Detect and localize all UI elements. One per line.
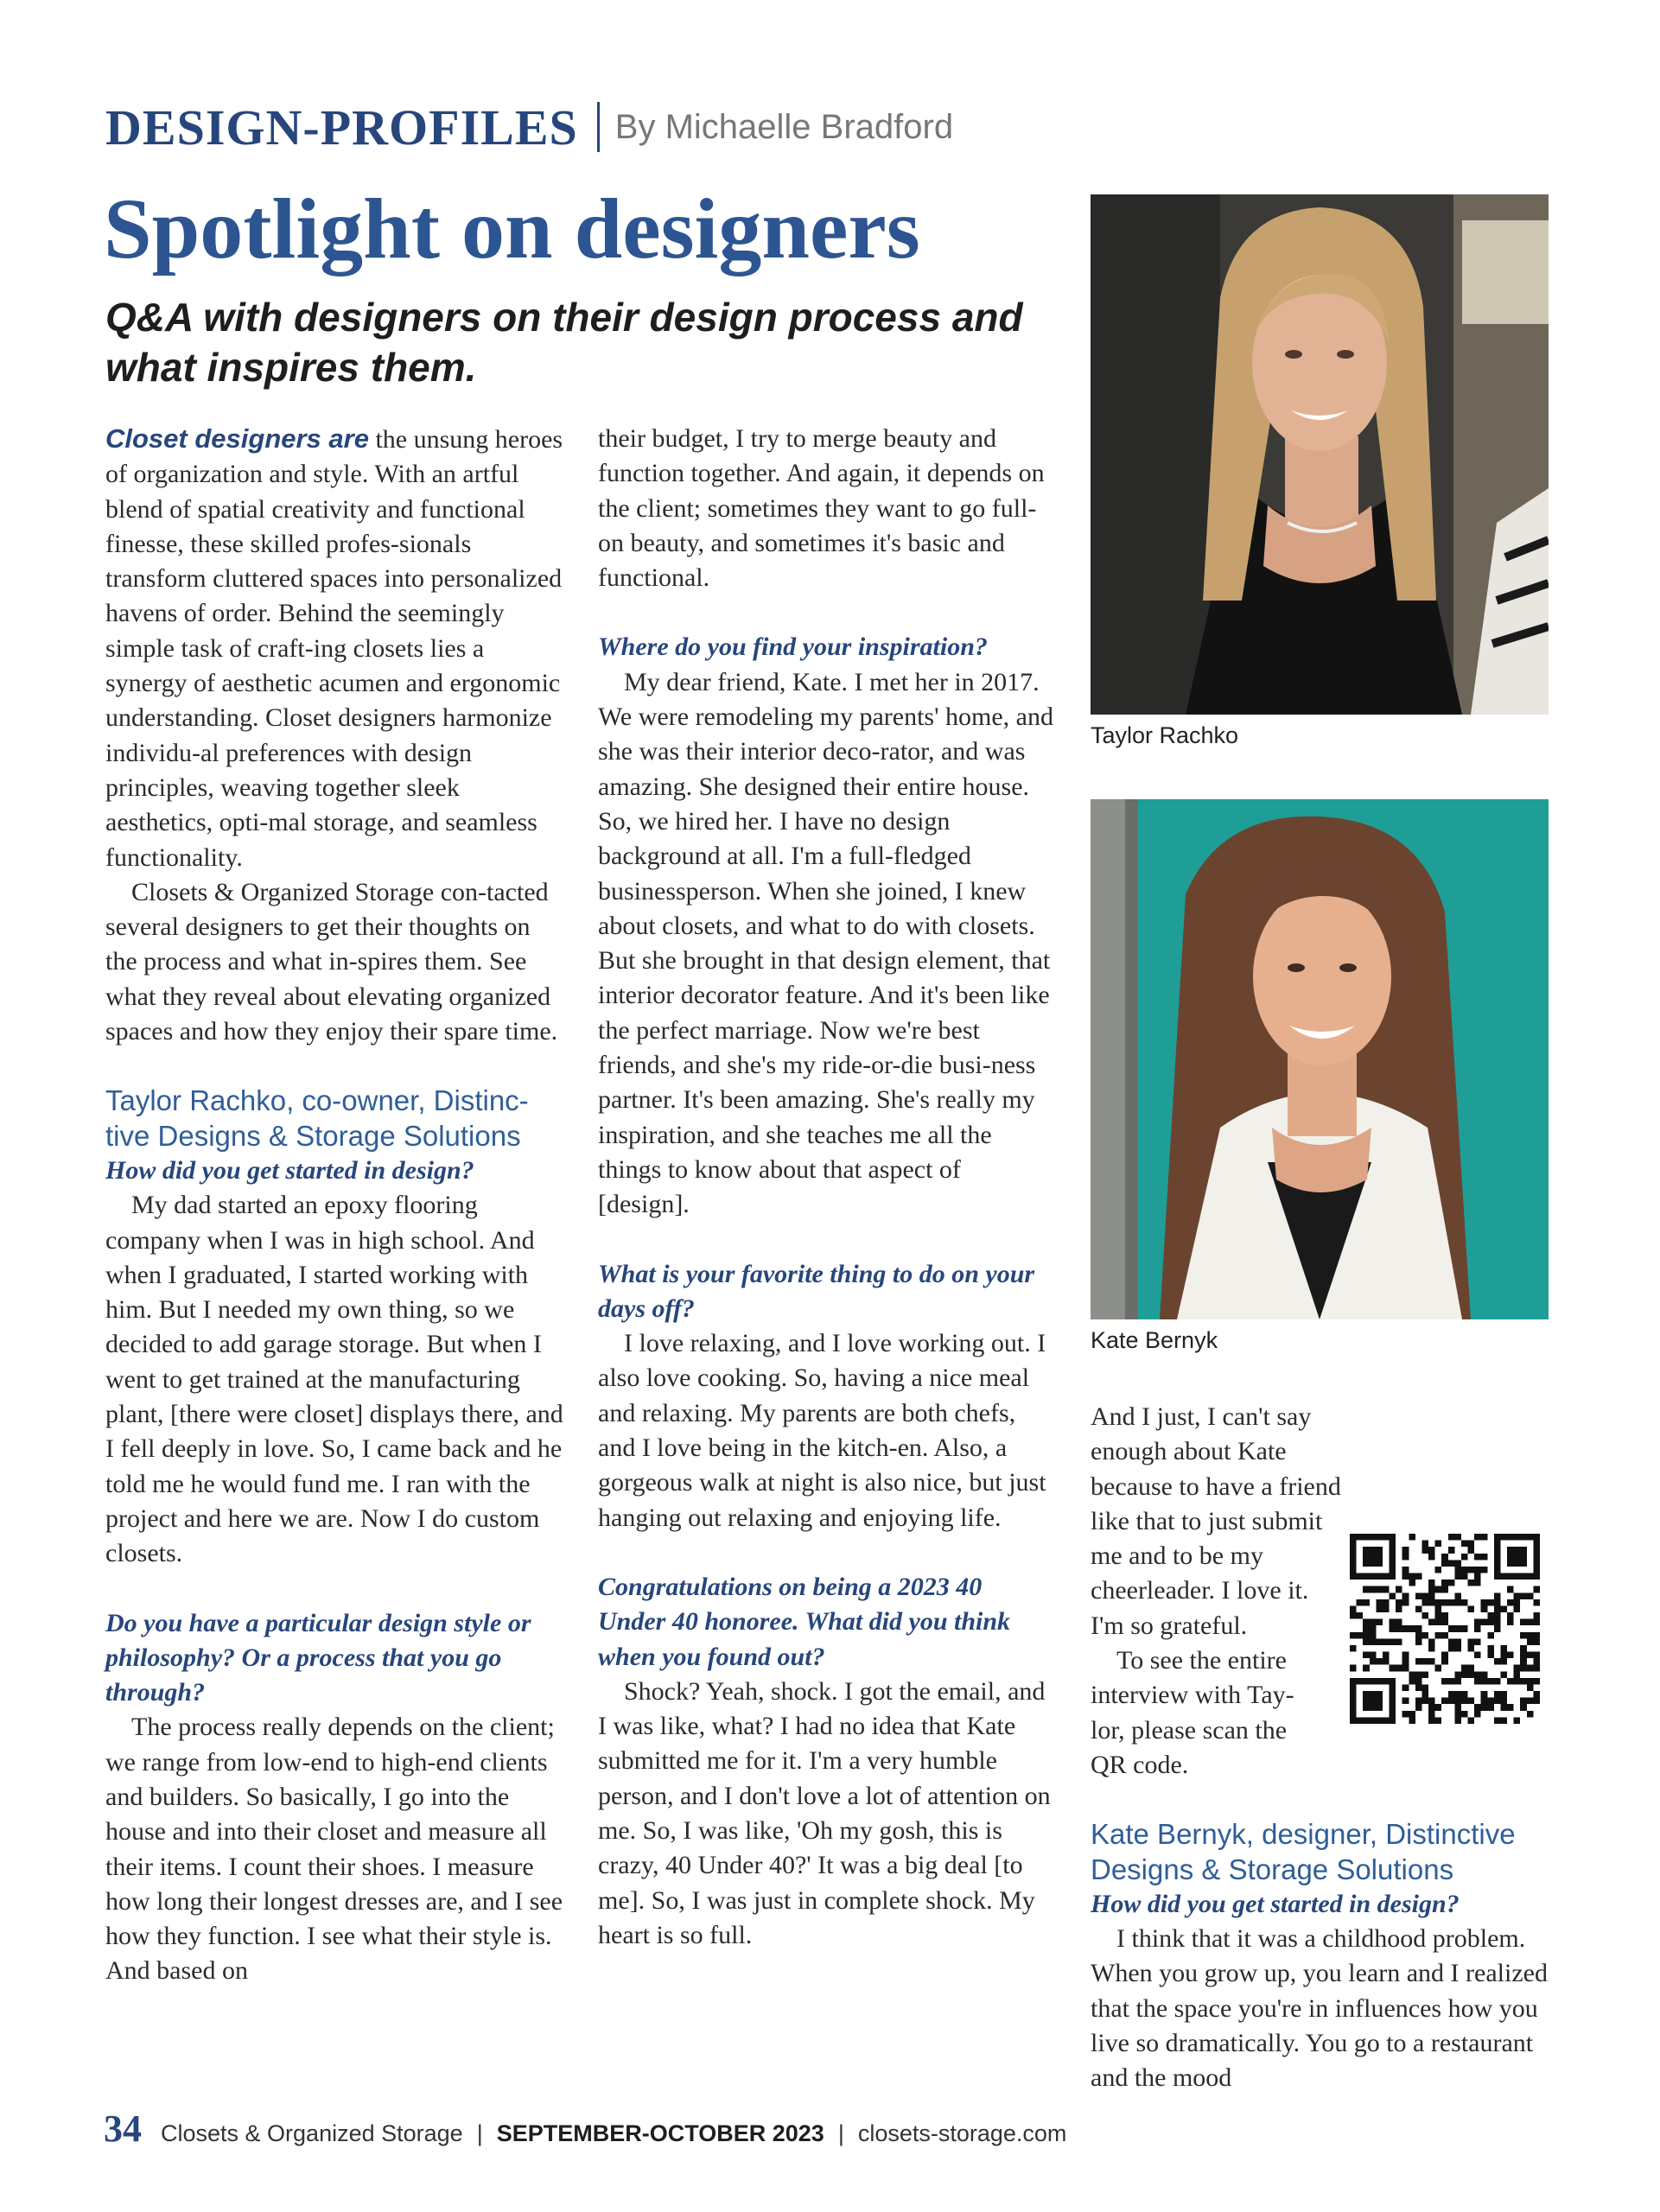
article-column-1 — [105, 422, 563, 1989]
website-link[interactable]: closets-storage.com — [857, 2120, 1067, 2146]
answer-paragraph: The process really depends on the client; we range from low-end to high-end clients and builders. So basically, I go into the house and into their closet and measure all their items. I count their shoes. I measure how long their longest dresses are, and I see how they function. I see what their style is. And based on — [105, 1713, 563, 1986]
qr-code[interactable] — [1350, 1534, 1540, 1724]
section-kicker — [105, 99, 953, 156]
lead-in: Closet designers are — [105, 423, 369, 454]
intro-paragraph-2: Closets & Organized Storage con-tacted several designers to get their thoughts on the process and what in-spires them. See what they reveal about elevating organized spaces and how they enjoy their spare time. — [105, 877, 558, 1046]
spacer — [598, 1223, 1056, 1257]
page-footer — [104, 2107, 1066, 2158]
question-heading: Do you have a particular design style or philosophy? Or a process that you go through? — [105, 1608, 531, 1707]
question-heading: How did you get started in design? — [1091, 1889, 1460, 1918]
kate-caption: Kate Bernyk — [1091, 1327, 1218, 1353]
kate-subhead: Kate Bernyk, designer, Distinctive Designs & Storage Solutions — [1091, 1818, 1516, 1885]
kate-photo — [1091, 799, 1549, 1319]
page-title: Spotlight on designers — [104, 181, 920, 276]
footer-divider: | — [837, 2120, 844, 2146]
taylor-photo — [1091, 194, 1549, 715]
question-heading: What is your favorite thing to do on your days off? — [598, 1259, 1035, 1323]
footer-divider: | — [476, 2120, 483, 2146]
question-heading: How did you get started in design? — [105, 1155, 474, 1185]
answer-paragraph: I think that it was a childhood problem. When you grow up, you learn and I realized that the space you're in influences how you live so dramatically. You go to a restaurant and the mood — [1091, 1924, 1548, 2093]
answer-paragraph-continued: their budget, I try to merge beauty and function together. And again, it depends on the client; sometimes they want to go full-on beauty, and sometimes it's basic and functional. — [598, 424, 1045, 593]
intro-paragraph — [105, 422, 563, 875]
qr-instructions: To see the entire interview with Tay-lor, please scan the QR code. — [1091, 1646, 1294, 1779]
spacer — [105, 1049, 563, 1084]
section-label: DESIGN-PROFILES — [105, 99, 578, 156]
byline: By Michaelle Bradford — [614, 107, 954, 146]
answer-paragraph: I love relaxing, and I love working out. I also love cooking. So, having a nice meal and relaxing. My parents are both chefs, and I love being in the kitch-en. Also, a gorgeous walk at night is also nice, but just hanging out relaxing and enjoying life. — [598, 1329, 1046, 1532]
taylor-subhead: Taylor Rachko, co-owner, Distinc-tive Designs & Storage Solutions — [105, 1084, 529, 1152]
spacer — [598, 1535, 1056, 1570]
answer-paragraph: My dear friend, Kate. I met her in 2017. We were remodeling my parents' home, and she was their interior deco-rator, and was amazing. She designed their entire house. So, we hired her. I have no design background at all. I'm a full-fledged businessperson. When she joined, I knew about closets, and what to do with closets. But she brought in that design element, that interior decorator feature. And it's been like the perfect marriage. Now we're best friends, and she's my ride-or-die busi-ness partner. It's been amazing. She's really my inspiration, and she teaches me all the things to know about that aspect of [design]. — [598, 667, 1053, 1219]
answer-paragraph: Shock? Yeah, shock. I got the email, and I was like, what? I had no idea that Kate submitted me for it. I'm a very humble person, and I don't love a lot of attention on me. So, I was like, 'Oh my gosh, this is crazy, 40 Under 40?' It was a big deal [to me]. So, I was just in complete shock. My heart is so full. — [598, 1676, 1051, 1949]
intro-text: the unsung heroes of organization and style. With an artful blend of spatial creativity and functional finesse, these skilled profes-sionals transform cluttered spaces into personalized havens of order. Behind the seemingly simple task of craft-ing closets lies a synergy of aesthetic acumen and ergonomic understanding. Closet designers harmonize individu-al preferences with design principles, weaving together sleek aesthetics, opti-mal storage, and seamless functionality. — [105, 425, 563, 872]
question-heading: Where do you find your inspiration? — [598, 632, 988, 662]
taylor-caption: Taylor Rachko — [1091, 722, 1239, 748]
article-column-3 — [1091, 1400, 1557, 2096]
article-column-2 — [598, 422, 1056, 1953]
publication-name: Closets & Organized Storage — [161, 2120, 463, 2146]
deck: Q&A with designers on their design process and what inspires them. — [105, 295, 1023, 390]
issue-date: SEPTEMBER-OCTOBER 2023 — [496, 2120, 824, 2146]
page-number: 34 — [104, 2107, 142, 2150]
spacer — [1091, 1783, 1557, 1817]
answer-paragraph-continued: And I just, I can't say enough about Kate because to have a friend like that to just submit me and to be my cheerleader. I love it. I'm so grateful. — [1091, 1402, 1341, 1640]
spacer — [105, 1572, 563, 1606]
answer-paragraph: My dad started an epoxy flooring company when I was in high school. And when I graduated, I started working with him. But I needed my own thing, so we decided to add garage storage. But when I went to get trained at the manufacturing plant, [there were closet] displays there, and I fell deeply in love. So, I came back and he told me he would fund me. I ran with the project and here we are. Now I do custom closets. — [105, 1191, 563, 1568]
spacer — [598, 595, 1056, 630]
kicker-divider — [597, 102, 600, 152]
question-heading: Congratulations on being a 2023 40 Under 40 honoree. What did you think when you found out? — [598, 1572, 1011, 1671]
